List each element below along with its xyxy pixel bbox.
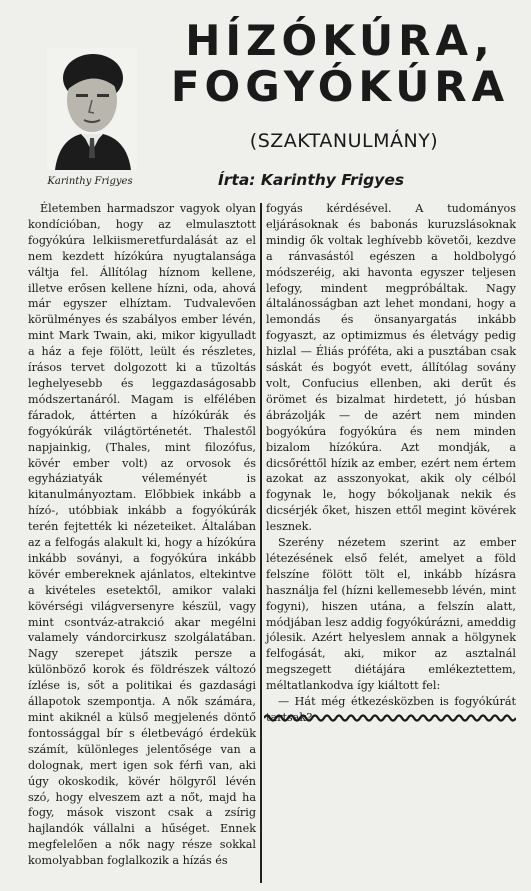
- paragraph: — Hát még étkezésközben is fogyókúrát tartsak?: [266, 695, 516, 724]
- title-line-2: FOGYÓKÚRA: [170, 62, 510, 111]
- end-ornament: [264, 712, 516, 724]
- photo-caption: Karinthy Frigyes: [47, 176, 133, 187]
- title-line-1: HÍZÓKÚRA,: [185, 16, 495, 65]
- author-photo: [47, 48, 137, 170]
- article-column-2: [266, 201, 516, 726]
- article-column-1: [28, 201, 256, 869]
- column-divider: [260, 203, 262, 883]
- byline: Írta: Karinthy Frigyes: [218, 171, 405, 189]
- paragraph: Életemben harmadszor vagyok olyan kondícióban, hogy az elmulasztott fogyókúra lelkiismeretfurdalását az el nem kezdett hízókúra nyugtalansága váltja fel. Állítólag híznom kellene, illetve erősen kellene hízni, oda, ahová már egyszer elhíztam. Tudvalevően körülményes és szabályos ember lévén, mint Mark Twain, aki, mikor kigyulladt a ház a feje fölött, leült és részletes, írásos tervet dolgozott ki a tűzoltás leghelyesebb és leggazdaságosabb módszertanáról. Magam is elfélében fáradok, áttérten a hízókúrák és fogyókúrák világtörténetét. Thalestől napjainkig, (Thales, mint filozófus, kövér ember volt) az orvosok és egyháziatyák véleményét is kitanulmányoztam. Előbbiek inkább a hízó-, utóbbiak inkább a fogyókúrák terén fejtették ki nézeteiket. Általában az a felfogás alakult ki, hogy a hízókúra inkább soványi, a fogyókúra inkább kövér embereknek ajánlatos, eltekintve a kivételes esetektől, amikor valaki kövérségi világversenyre készül, vagy mint csontváz-atrakció akar megélni valamely vándorcirkusz szolgálatában. Nagy szerepet játszik persze a különböző korok és földrészek változó ízlése is, sőt a politikai és gazdasági állapotok szempontja. A nők számára, mint akiknél a külső megjelenés döntő fontossággal bír s életbevágó érdekük számít, különleges jelentősége van a dolognak, mert igen sok férfi van, aki úgy okoskodik, kövér hölgyről lévén szó, hogy elveszem azt a nőt, majd ha fogy, mások viszont csak a zsírig hajlandók vállalni a hűséget. Ennek megfelelően a nők nagy része sokkal komolyabban foglalkozik a hízás és: [28, 202, 256, 868]
- article-subtitle: (SZAKTANULMÁNY): [249, 130, 439, 152]
- paragraph: fogyás kérdésével. A tudományos eljárásoknak és babonás kuruzslásoknak mindig ők voltak leghívebb követői, kezdve a ránvasástól egészen a holdbolygó módszeréig, aki havonta egyszer teljesen lefogy, mindent megpróbáltak. Nagy általánosságban azt lehet mondani, hogy a lemondás és önsanyargatás inkább fogyaszt, az optimizmus és életvágy pedig hizlal — Éliás próféta, aki a pusztában csak sáskát és bogyót evett, állítólag sovány volt, Confucius ellenben, aki derűt és örömet és bizalmat hirdetett, jó húsban ábrázolják — de azért nem minden bogyókúra fogyókúra és nem minden bizalom hízókúra. Azt mondják, a dicsőréttől hízik az ember, ezért nem értem azokat az asszonyokat, akik oly célból fogynak le, hogy bókoljanak nekik és dicsérjék őket, hiszen ettől megint kövérek lesznek.: [266, 202, 516, 534]
- article-title: [154, 18, 526, 110]
- paragraph: Szerény nézetem szerint az ember létezésének első felét, amelyet a föld felszíne fölött tölt el, inkább hízásra használja fel (hízni kellemesebb lévén, mint fogyni), hiszen utána, a felszín alatt, módjában lesz addig fogyókúrázni, ameddig jólesik. Azért helyeslem annak a hölgynek felfogását, aki, mikor az asztalnál megszegett diétájára emlékeztettem, méltatlankodva így kiáltott fel:: [266, 536, 516, 693]
